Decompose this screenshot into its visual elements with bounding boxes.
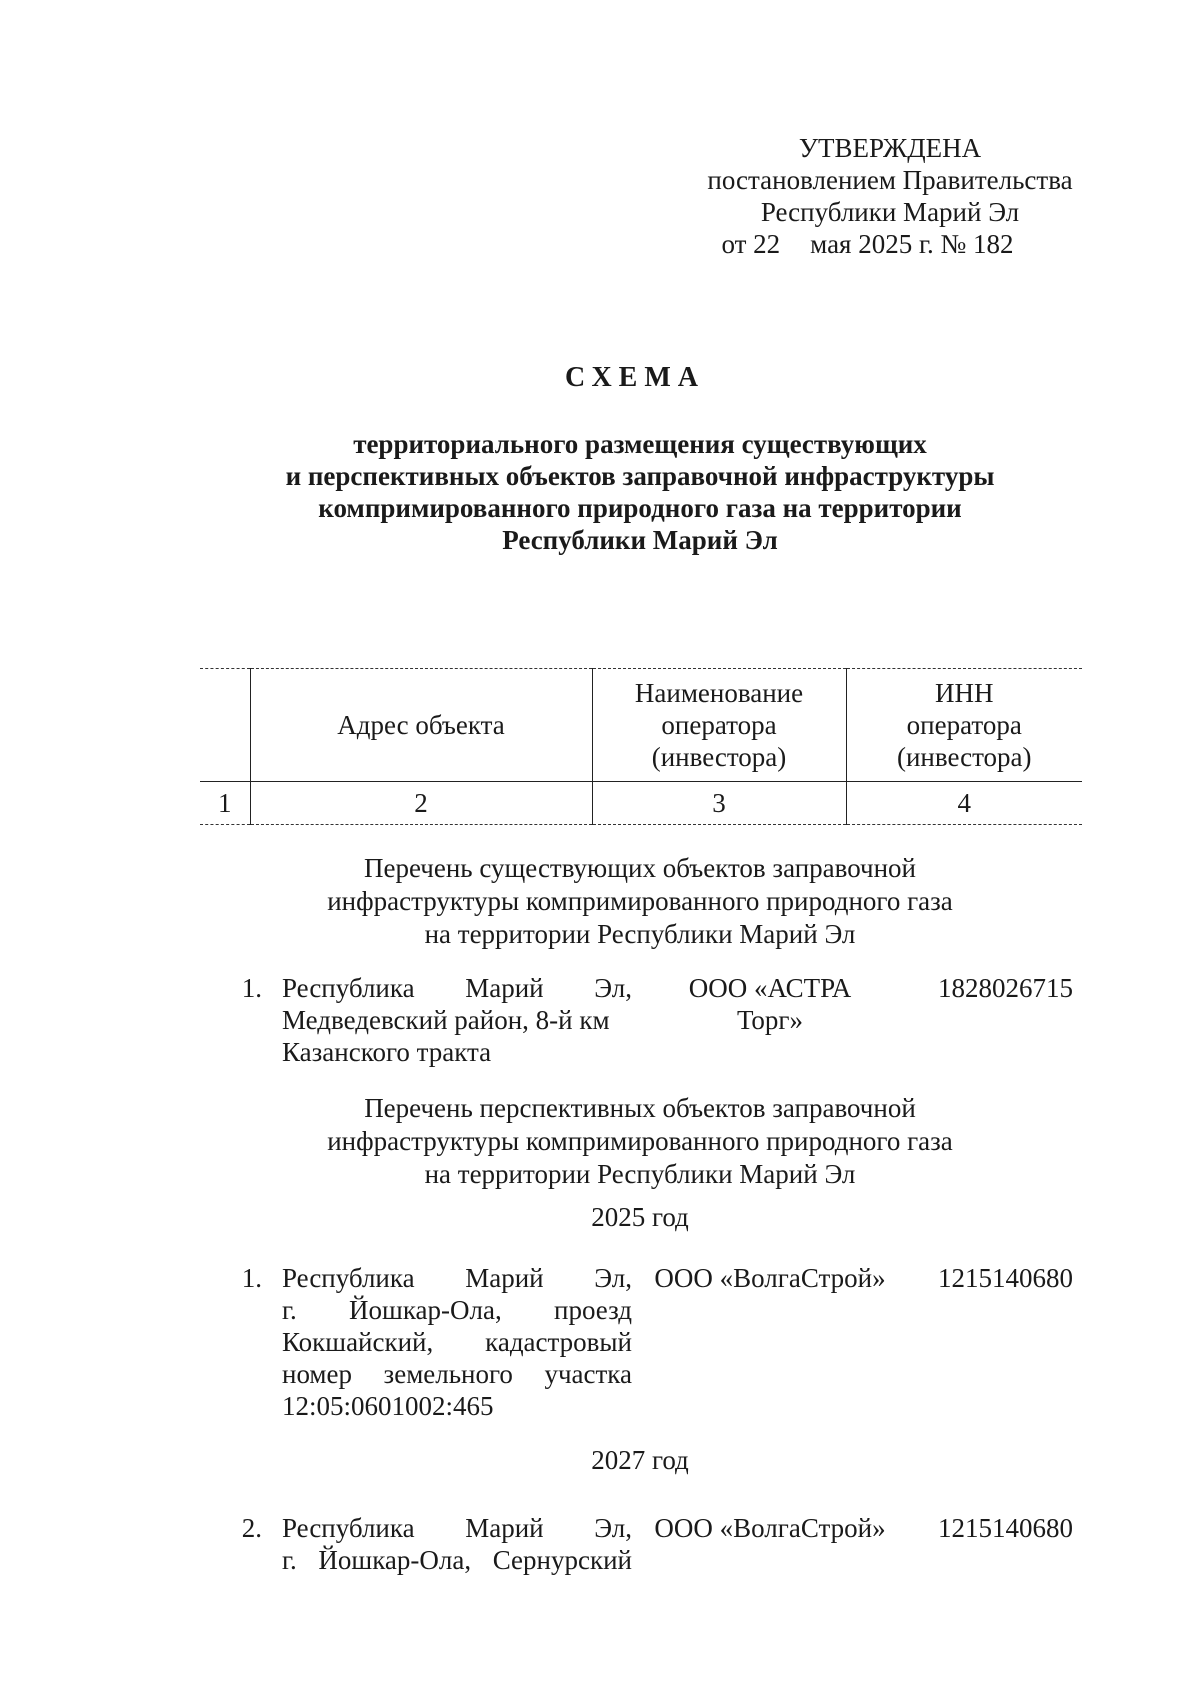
heading-line: Перечень существующих объектов заправочной: [364, 853, 916, 883]
row-number: 1.: [241, 1263, 262, 1293]
address-line: Республика Марий Эл,: [282, 1513, 632, 1543]
subtitle-line: Республики Марий Эл: [502, 525, 778, 555]
approval-date-prefix: от 22: [721, 229, 781, 259]
approval-line-2: постановлением Правительства: [707, 165, 1073, 195]
column-number-row: [200, 782, 1082, 825]
row-number: 2.: [241, 1513, 262, 1543]
address-line: г. Йошкар-Ола, проезд: [282, 1295, 632, 1325]
header-cell-operator: Наименование оператора (инвестора): [592, 669, 846, 782]
address-line: Республика Марий Эл,: [282, 1263, 632, 1293]
header-cell-inn: ИНН оператора (инвестора): [846, 669, 1082, 782]
header-cell-num: [200, 669, 250, 782]
prospective-heading: [200, 1092, 1080, 1191]
row-inn: 1215140680: [938, 1263, 1073, 1293]
subtitle-line: компримированного природного газа на территории: [318, 493, 962, 523]
row-address: [282, 1262, 632, 1422]
header-row: [200, 669, 1082, 782]
document-subtitle: [200, 428, 1080, 556]
address-line: Кокшайский, кадастровый: [282, 1327, 632, 1357]
row-inn: 1215140680: [938, 1513, 1073, 1543]
header-cell-address: Адрес объекта: [250, 669, 592, 782]
subtitle-line: и перспективных объектов заправочной инфраструктуры: [285, 461, 995, 491]
row-address: [282, 1512, 632, 1576]
operator-line: ООО «ВолгаСтрой»: [654, 1263, 886, 1293]
approval-line-1: УТВЕРЖДЕНА: [798, 133, 982, 163]
existing-heading: [200, 852, 1080, 951]
heading-line: Перечень перспективных объектов заправочной: [364, 1093, 916, 1123]
heading-line: инфраструктуры компримированного природного газа: [327, 886, 953, 916]
heading-line: на территории Республики Марий Эл: [424, 1159, 856, 1189]
operator-line: ООО «АСТРА: [688, 973, 852, 1003]
address-line: номер земельного участка: [282, 1359, 632, 1389]
address-line: 12:05:0601002:465: [282, 1391, 494, 1421]
operator-line: ООО «ВолгаСтрой»: [654, 1513, 886, 1543]
column-number: 4: [846, 782, 1082, 825]
address-line: г. Йошкар-Ола, Сернурский: [282, 1545, 632, 1575]
address-line: Казанского тракта: [282, 1037, 492, 1067]
column-number: 2: [250, 782, 592, 825]
operator-line: Торг»: [736, 1005, 804, 1035]
approval-date: [645, 228, 1090, 260]
year-heading: 2025 год: [591, 1202, 689, 1232]
column-number: 1: [200, 782, 250, 825]
address-line: Медведевский район, 8-й км: [282, 1005, 610, 1035]
header-table: [200, 668, 1082, 825]
subtitle-line: территориального размещения существующих: [353, 429, 927, 459]
document-title: СХЕМА: [564, 362, 706, 393]
approval-date-suffix: мая 2025 г. № 182: [810, 229, 1014, 259]
row-operator: [640, 972, 900, 1036]
approval-stamp: [690, 132, 1090, 260]
heading-line: на территории Республики Марий Эл: [424, 919, 856, 949]
row-inn: 1828026715: [938, 973, 1073, 1003]
approval-line-3: Республики Марий Эл: [760, 197, 1020, 227]
row-operator: [640, 1262, 900, 1294]
column-number: 3: [592, 782, 846, 825]
row-operator: [640, 1512, 900, 1544]
row-number: 1.: [241, 973, 262, 1003]
heading-line: инфраструктуры компримированного природного газа: [327, 1126, 953, 1156]
address-line: Республика Марий Эл,: [282, 973, 632, 1003]
row-address: [282, 972, 632, 1068]
year-heading: 2027 год: [591, 1445, 689, 1475]
